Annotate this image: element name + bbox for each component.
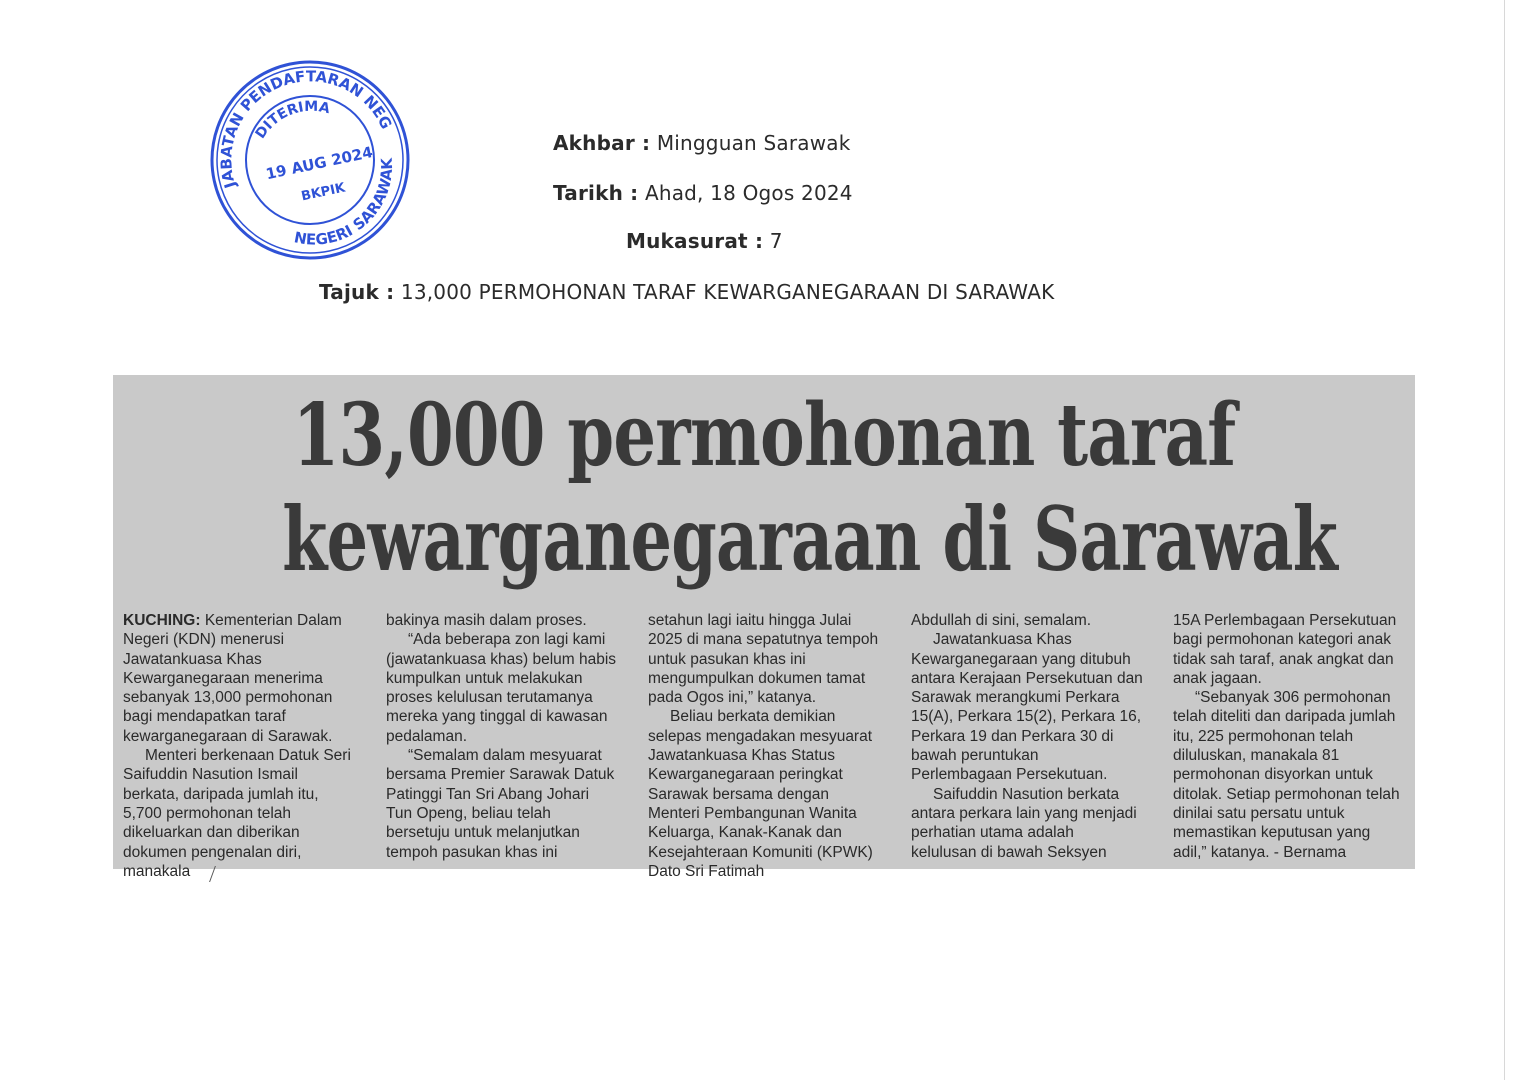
meta-newspaper (553, 131, 851, 155)
meta-date (553, 181, 853, 205)
article-paragraph: “Ada beberapa zon lagi kami (jawatankuasa khas) belum habis kumpulkan untuk melakukan proses kelulusan terutamanya mereka yang tinggal di kawasan pedalaman. (386, 631, 617, 745)
article-paragraph: bakinya masih dalam proses. (386, 612, 587, 629)
stamp-top-arc: JABATAN PENDAFTARAN NEGARA (217, 67, 396, 191)
meta-title-value: 13,000 PERMOHONAN TARAF KEWARGANEGARAAN DI SARAWAK (400, 280, 1055, 304)
article-paragraph: Menteri berkenaan Datuk Seri Saifuddin Nasution Ismail berkata, daripada jumlah itu, 5,700 permohonan telah dikeluarkan dan diberikan dokumen pengenalan diri, manakala (123, 747, 351, 880)
stamp-received: DITERIMA (252, 98, 332, 142)
article-column-4 (911, 611, 1143, 862)
article-paragraph: “Sebanyak 306 permohonan telah diteliti dan daripada jumlah itu, 225 permohonan telah diluluskan, manakala 81 permohonan disyorkan untuk ditolak. Setiap permohonan telah dinilai satu persatu untuk memastikan keputusan yang adil,” katanya. - Bernama (1173, 689, 1400, 861)
newspaper-clipping (113, 375, 1415, 880)
meta-newspaper-value: Mingguan Sarawak (656, 131, 851, 155)
article-body (123, 611, 1413, 880)
article-paragraph: Jawatankuasa Khas Kewarganegaraan yang ditubuh antara Kerajaan Persekutuan dan Sarawak merangkumi Perkara 15(A), Perkara 15(2), Perkara 16, Perkara 19 dan Perkara 30 di bawah peruntukan Perlembagaan Persekutuan. (911, 631, 1143, 784)
stamp-graphic (208, 58, 412, 262)
received-stamp (208, 58, 412, 262)
meta-title-label: Tajuk : (319, 280, 395, 304)
article-paragraph: “Semalam dalam mesyuarat bersama Premier Sarawak Datuk Patinggi Tan Sri Abang Johari Tun Openg, beliau telah bersetuju untuk melanjutkan tempoh pasukan khas ini (386, 747, 615, 861)
meta-title (319, 280, 1054, 304)
article-paragraph: Saifuddin Nasution berkata antara perkara lain yang menjadi perhatian utama adalah kelulusan di bawah Seksyen (911, 785, 1137, 861)
headline-line-1: 13,000 permohonan taraf (292, 385, 1236, 486)
meta-newspaper-label: Akhbar : (553, 131, 651, 155)
stamp-bottom-arc: NEGERI SARAWAK (292, 157, 397, 249)
article-column-2 (386, 611, 618, 862)
meta-page-label: Mukasurat : (626, 229, 764, 253)
article-column-1 (123, 611, 355, 881)
meta-page-value: 7 (769, 229, 783, 253)
article-paragraph: Abdullah di sini, semalam. (911, 612, 1092, 629)
meta-date-label: Tarikh : (553, 181, 639, 205)
article-text: Kementerian Dalam Negeri (KDN) menerusi Jawatankuasa Khas Kewarganegaraan menerima sebanyak 13,000 permohonan bagi mendapatkan taraf kewarganegaraan di Sarawak. (123, 612, 342, 745)
article-paragraph: Beliau berkata demikian selepas mengadakan mesyuarat Jawatankuasa Khas Status Kewarganegaraan peringkat Sarawak bersama dengan Menteri Pembangunan Wanita Keluarga, Kanak-Kanak dan Kesejahteraan Komuniti (KPWK) Dato Sri Fatimah (648, 708, 873, 880)
headline-line-2: kewarganegaraan di Sarawak (282, 487, 1338, 591)
meta-date-value: Ahad, 18 Ogos 2024 (644, 181, 853, 205)
article-column-3 (648, 611, 880, 881)
article-paragraph: 15A Perlembagaan Persekutuan bagi permohonan kategori anak tidak sah taraf, anak angkat dan anak jagaan. (1173, 612, 1397, 687)
dateline: KUCHING: (123, 612, 201, 629)
page-edge (1504, 0, 1505, 1080)
stamp-date: 19 AUG 2024 (264, 143, 375, 184)
meta-page (626, 229, 783, 253)
article-column-5 (1173, 611, 1405, 862)
article-paragraph (123, 611, 355, 746)
stamp-office: BKPIK (299, 180, 347, 205)
article-paragraph: setahun lagi iaitu hingga Julai 2025 di mana sepatutnya tempoh untuk pasukan khas ini mengumpulkan dokumen tamat pada Ogos ini,” katanya. (648, 612, 879, 707)
